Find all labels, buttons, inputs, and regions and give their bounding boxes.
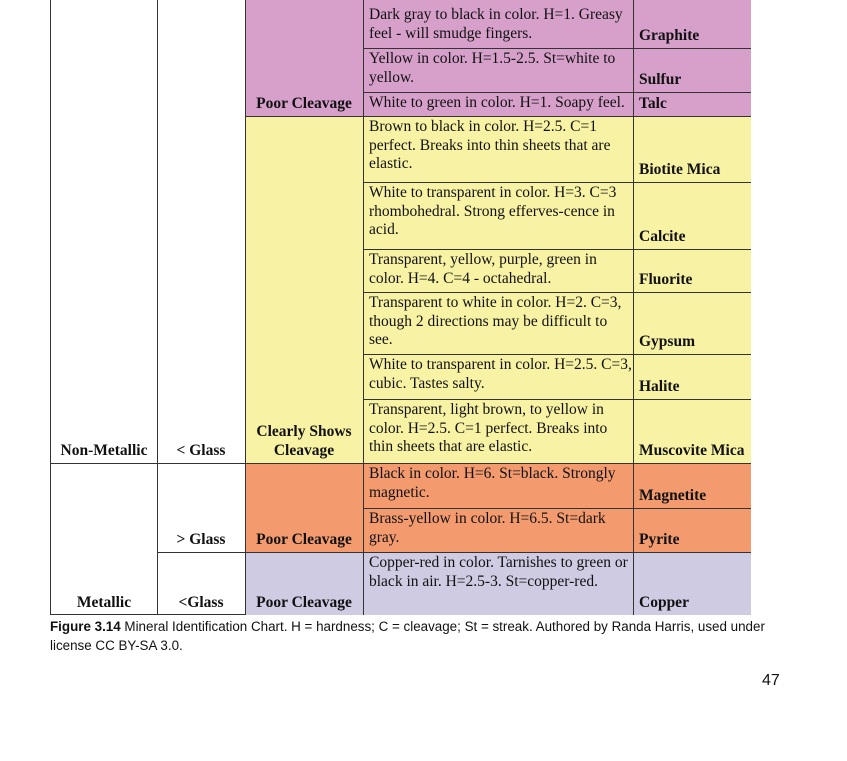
mineral-name: Graphite <box>639 26 700 44</box>
page-number: 47 <box>762 672 780 689</box>
mineral-name: Sulfur <box>639 70 682 88</box>
mineral-description: Transparent, light brown, to yellow in color. H=2.5. C=1 perfect. Breaks into thin sheets that are elastic. <box>369 401 608 455</box>
mineral-description: Black in color. H=6. St=black. Strongly magnetic. <box>369 465 616 501</box>
mineral-identification-chart <box>50 0 750 615</box>
mineral-description: Transparent, yellow, purple, green in color. H=4. C=4 - octahedral. <box>369 251 597 287</box>
mineral-name: Fluorite <box>639 270 693 288</box>
figure-caption <box>50 617 790 655</box>
mineral-description: White to green in color. H=1. Soapy feel. <box>369 94 625 111</box>
mineral-name: Muscovite Mica <box>639 441 745 459</box>
cleavage-label-lavender: Poor Cleavage <box>256 593 352 611</box>
figure-caption-text: Mineral Identification Chart. H = hardness; C = cleavage; St = streak. Authored by Randa Harris, used under license CC BY-SA 3.0. <box>50 619 765 653</box>
hardness-label-greater-than-glass: > Glass <box>176 530 226 548</box>
cleavage-label-pink: Poor Cleavage <box>256 94 352 112</box>
mineral-name: Biotite Mica <box>639 160 721 178</box>
cleavage-label-clearly-shows: Clearly Shows Cleavage <box>256 423 352 459</box>
mineral-name: Calcite <box>639 227 686 245</box>
mineral-description: Brass-yellow in color. H=6.5. St=dark gray. <box>369 510 606 546</box>
mineral-description: Dark gray to black in color. H=1. Greasy feel - will smudge fingers. <box>369 6 623 42</box>
mineral-description: Copper-red in color. Tarnishes to green or black in air. H=2.5-3. St=copper-red. <box>369 554 628 590</box>
luster-label-nonmetallic: Non-Metallic <box>60 441 148 459</box>
luster-label-metallic: Metallic <box>76 593 132 611</box>
mineral-name: Talc <box>639 94 667 112</box>
hardness-label-metallic: <Glass <box>178 593 224 611</box>
figure-label: Figure 3.14 <box>50 619 121 634</box>
mineral-name: Gypsum <box>639 332 695 350</box>
mineral-description: White to transparent in color. H=3. C=3 rhombohedral. Strong efferves-cence in acid. <box>369 184 617 238</box>
cleavage-label-orange: Poor Cleavage <box>256 530 352 548</box>
mineral-description: Yellow in color. H=1.5-2.5. St=white to yellow. <box>369 50 616 86</box>
mineral-description: White to transparent in color. H=2.5. C=3, cubic. Tastes salty. <box>369 356 632 392</box>
mineral-name: Halite <box>639 377 680 395</box>
mineral-name: Pyrite <box>639 530 680 548</box>
mineral-description: Transparent to white in color. H=2. C=3, though 2 directions may be difficult to see. <box>369 294 622 348</box>
mineral-description: Brown to black in color. H=2.5. C=1 perfect. Breaks into thin sheets that are elastic. <box>369 118 611 172</box>
mineral-name: Copper <box>639 593 689 611</box>
mineral-name: Magnetite <box>639 486 707 504</box>
hardness-label-less-than-glass: < Glass <box>176 441 226 459</box>
